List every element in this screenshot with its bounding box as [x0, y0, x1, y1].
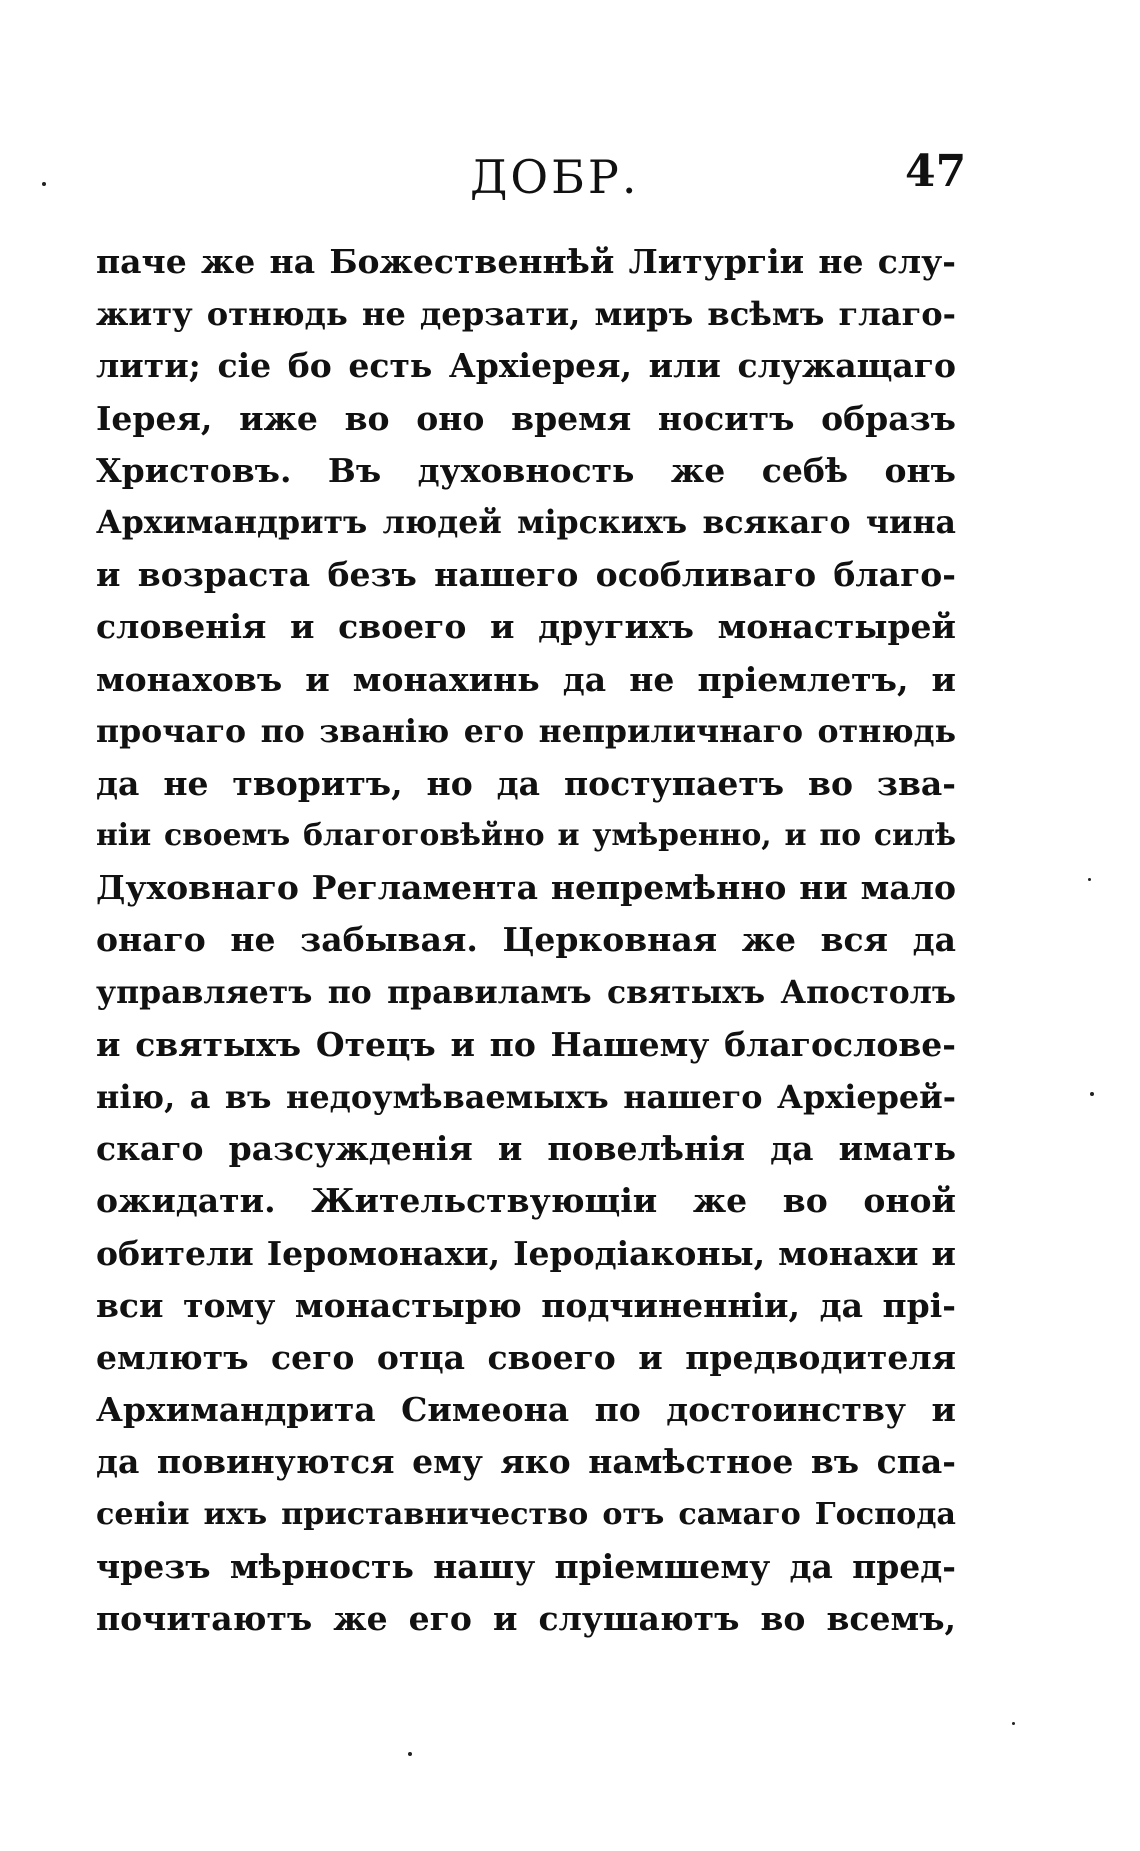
- text-line: да повинуются ему яко намѣстное въ спа-: [96, 1442, 956, 1482]
- print-speck: [408, 1752, 412, 1756]
- text-line: паче же на Божественнѣй Литургіи не слу-: [96, 242, 956, 281]
- text-line: нію, а въ недоумѣваемыхъ нашего Архіерей-: [96, 1078, 956, 1116]
- text-line: ожидати. Жительствующіи же во оной: [96, 1181, 956, 1221]
- text-line: Христовъ. Въ духовность же себѣ онъ: [96, 450, 956, 490]
- text-line: словенія и своего и другихъ монастырей: [96, 607, 956, 647]
- text-line: и возраста безъ нашего особливаго благо-: [96, 555, 956, 595]
- text-line: почитаютъ же его и слушаютъ во всемъ,: [96, 1598, 956, 1638]
- text-line: скаго разсужденія и повелѣнія да имать: [96, 1129, 956, 1169]
- text-line: управляетъ по правиламъ святыхъ Апостолъ: [96, 973, 956, 1011]
- text-line: обители Іеромонахи, Іеродіаконы, монахи и: [96, 1233, 956, 1273]
- text-line: чрезъ мѣрность нашу пріемшему да пред-: [96, 1546, 956, 1586]
- print-speck: [42, 182, 46, 186]
- running-head: ДОБР.: [470, 150, 640, 204]
- text-line: Духовнаго Регламента непремѣнно ни мало: [96, 868, 956, 908]
- text-line: Архимандритъ людей мірскихъ всякаго чина: [96, 503, 956, 541]
- text-line: да не творитъ, но да поступаетъ во зва-: [96, 763, 956, 803]
- text-line: сеніи ихъ приставничество отъ самаго Господа: [96, 1496, 956, 1532]
- print-speck: [1088, 878, 1091, 881]
- text-line: и святыхъ Отецъ и по Нашему благослове-: [96, 1024, 956, 1064]
- text-line: прочаго по званію его неприличнаго отнюдь: [96, 712, 956, 750]
- print-speck: [1090, 1092, 1094, 1096]
- text-line: вси тому монастырю подчиненніи, да прі-: [96, 1285, 956, 1325]
- page-number: 47: [905, 146, 967, 197]
- text-line: онаго не забывая. Церковная же вся да: [96, 920, 956, 960]
- text-line: Архимандрита Симеона по достоинству и: [96, 1390, 956, 1430]
- text-line: емлютъ сего отца своего и предводителя: [96, 1337, 956, 1377]
- text-line: житу отнюдь не дерзати, миръ всѣмъ глаго-: [96, 295, 956, 334]
- text-line: лити; сіе бо есть Архіерея, или служащаго: [96, 346, 956, 386]
- body-text: [96, 236, 956, 1645]
- text-line: Іерея, иже во оно время носитъ образъ: [96, 398, 956, 438]
- print-speck: [1012, 1722, 1015, 1725]
- text-line: монаховъ и монахинь да не пріемлетъ, и: [96, 659, 956, 699]
- text-line: ніи своемъ благоговѣйно и умѣренно, и по силѣ: [96, 818, 956, 854]
